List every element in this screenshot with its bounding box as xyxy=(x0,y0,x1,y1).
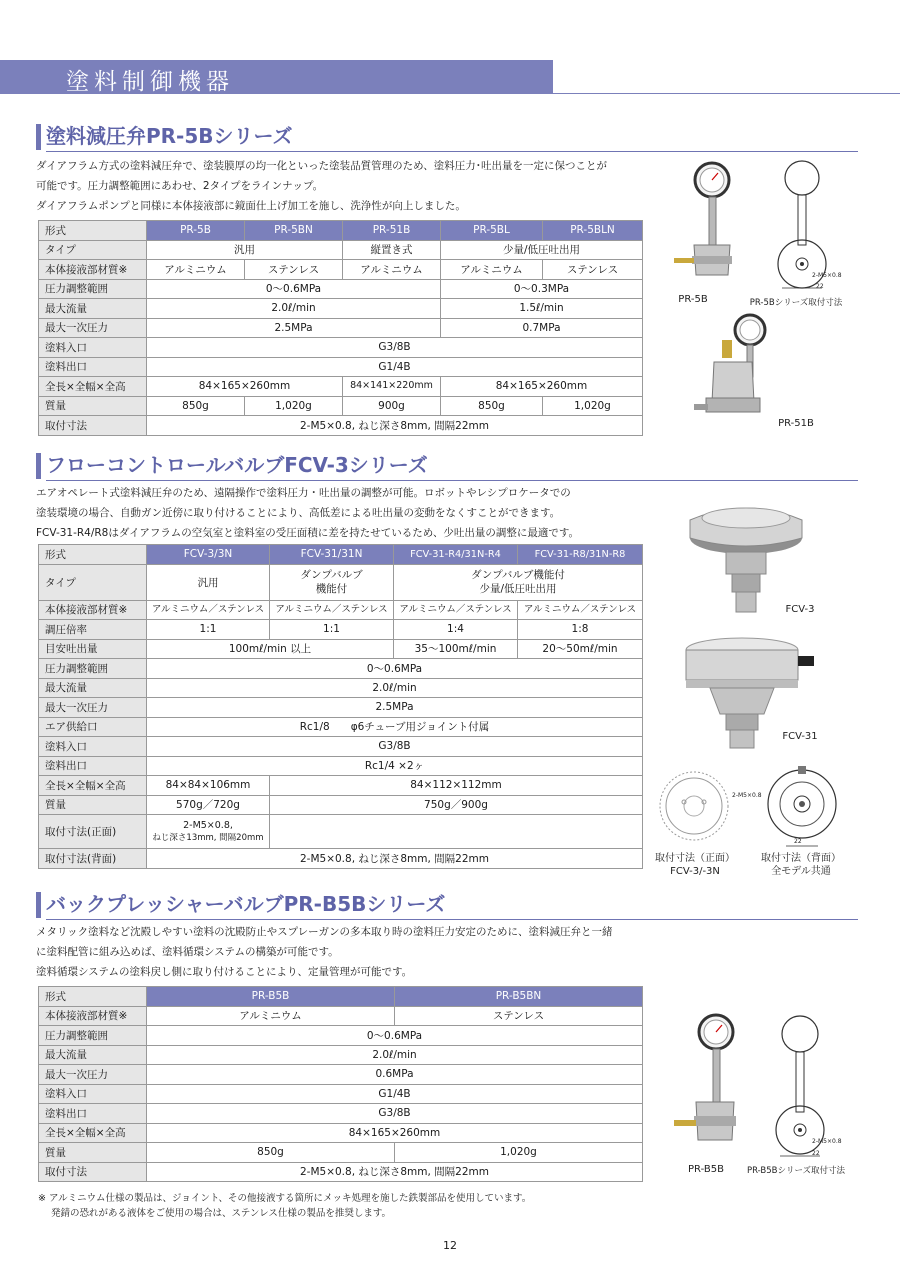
pr51b-photo xyxy=(692,312,770,432)
table-row xyxy=(39,396,643,416)
row-label: 塗料出口 xyxy=(39,357,147,377)
table-cell: アルミニウム／ステンレス xyxy=(147,600,270,620)
row-label: エア供給口 xyxy=(39,717,147,737)
table-row xyxy=(39,318,643,338)
table-cell: アルミニウム xyxy=(147,260,245,280)
row-label: 質量 xyxy=(39,396,147,416)
table-row xyxy=(39,1143,643,1163)
footnote xyxy=(38,1191,531,1221)
table-cell: 900g xyxy=(343,396,441,416)
desc-line: に塗料配管に組み込めば、塗料循環システムの構築が可能です。 xyxy=(36,946,339,958)
table-cell: 84×112×112mm xyxy=(270,776,643,796)
section-prb5b xyxy=(36,892,858,982)
table-cell: ステンレス xyxy=(543,260,643,280)
table-cell: G3/8B xyxy=(147,338,643,358)
row-label: 質量 xyxy=(39,795,147,815)
table-cell: 1:1 xyxy=(147,620,270,640)
desc-line: ダイアフラム方式の塗料減圧弁で、塗装膜厚の均一化といった塗装品質管理のため、塗料圧力･吐出量を一定に保つことが xyxy=(36,160,607,172)
figure-caption: FCV-31 xyxy=(782,731,818,742)
row-label: 最大流量 xyxy=(39,1045,147,1065)
model-header: FCV-31/31N xyxy=(270,545,394,565)
desc-line: メタリック塗料など沈殿しやすい塗料の沈殿防止やスプレーガンの多本取り時の塗料圧力安定のために、塗料減圧弁と一緒 xyxy=(36,926,613,938)
table-cell: アルミニウム／ステンレス xyxy=(394,600,518,620)
pr5b-photo xyxy=(668,160,740,290)
cell-line: ダンプバルブ xyxy=(300,569,363,581)
table-row xyxy=(39,1162,643,1182)
table-cell: 850g xyxy=(441,396,543,416)
table-cell: 1,020g xyxy=(543,396,643,416)
row-label: 全長×全幅×全高 xyxy=(39,776,147,796)
table-row xyxy=(39,338,643,358)
row-label: 取付寸法(正面) xyxy=(39,815,147,849)
cell-line: 機能付 xyxy=(315,583,348,595)
model-header: FCV-3/3N xyxy=(147,545,270,565)
table-cell: 0～0.6MPa xyxy=(147,279,441,299)
table-row xyxy=(39,639,643,659)
table-cell: 1,020g xyxy=(245,396,343,416)
table-row xyxy=(39,1084,643,1104)
model-header: PR-5B xyxy=(147,221,245,241)
table-cell: ステンレス xyxy=(395,1006,643,1026)
row-label: 目安吐出量 xyxy=(39,639,147,659)
table-cell: 少量/低圧吐出用 xyxy=(441,240,643,260)
table-cell: 2.5MPa xyxy=(147,318,441,338)
row-label: 圧力調整範囲 xyxy=(39,1026,147,1046)
table-cell: 2-M5×0.8, ねじ深さ8mm, 間隔22mm xyxy=(147,416,643,436)
dimension-label: 22 xyxy=(794,838,802,845)
section-title-prb5b xyxy=(36,892,858,918)
row-label: 最大流量 xyxy=(39,678,147,698)
row-label: 本体接液部材質※ xyxy=(39,260,147,280)
table-row xyxy=(39,240,643,260)
table-cell: アルミニウム xyxy=(343,260,441,280)
figure-caption-back xyxy=(756,852,846,878)
table-cell: 84×141×220mm xyxy=(343,377,441,397)
table-cell xyxy=(147,815,270,849)
section-title-pr5b xyxy=(36,124,858,150)
table-cell: 1:1 xyxy=(270,620,394,640)
row-label: 最大一次圧力 xyxy=(39,1065,147,1085)
row-label: 形式 xyxy=(39,545,147,565)
row-label: 調圧倍率 xyxy=(39,620,147,640)
fcv3-front-mount-drawing xyxy=(654,766,736,848)
row-label: 塗料出口 xyxy=(39,756,147,776)
cell-line: 少量/低圧吐出用 xyxy=(479,583,557,595)
section-title-text: フローコントロールバルブFCV-3シリーズ xyxy=(46,453,428,477)
table-row xyxy=(39,776,643,796)
row-label: 塗料入口 xyxy=(39,338,147,358)
page-header-band xyxy=(0,60,553,94)
table-cell xyxy=(270,564,394,600)
table-cell: 0～0.6MPa xyxy=(147,659,643,679)
desc-line: FCV-31-R4/R8はダイアフラムの空気室と塗料室の受圧面積に差を持たせているため、少吐出量の調整に最適です。 xyxy=(36,527,579,539)
table-row xyxy=(39,756,643,776)
table-cell: 20～50mℓ/min xyxy=(518,639,643,659)
model-header: FCV-31-R4/31N-R4 xyxy=(394,545,518,565)
table-cell: 1.5ℓ/min xyxy=(441,299,643,319)
table-cell: 750g／900g xyxy=(270,795,643,815)
spec-table-fcv3 xyxy=(38,544,643,869)
row-label: 最大一次圧力 xyxy=(39,698,147,718)
row-label: 取付寸法 xyxy=(39,416,147,436)
figure-caption: PR-B5Bシリーズ取付寸法 xyxy=(746,1166,846,1176)
page-title: 塗料制御機器 xyxy=(66,69,234,95)
model-header: FCV-31-R8/31N-R8 xyxy=(518,545,643,565)
table-cell: G3/8B xyxy=(147,1104,643,1124)
dimension-label: 22 xyxy=(816,283,824,290)
table-cell: Rc1/8 φ6チューブ用ジョイント付属 xyxy=(147,717,643,737)
table-row xyxy=(39,377,643,397)
table-cell: アルミニウム／ステンレス xyxy=(270,600,394,620)
table-cell: 2-M5×0.8, ねじ深さ8mm, 間隔22mm xyxy=(147,1162,643,1182)
table-row xyxy=(39,545,643,565)
figure-caption: PR-5Bシリーズ取付寸法 xyxy=(749,298,843,308)
fcv3-photo xyxy=(686,496,808,616)
desc-line: ダイアフラムポンプと同様に本体接液部に鏡面仕上げ加工を施し、洗浄性が向上しました。 xyxy=(36,200,466,212)
row-label: 取付寸法(背面) xyxy=(39,849,147,869)
row-label: タイプ xyxy=(39,240,147,260)
caption-line: FCV-3/-3N xyxy=(670,866,720,877)
row-label: 全長×全幅×全高 xyxy=(39,377,147,397)
row-label: 取付寸法 xyxy=(39,1162,147,1182)
table-cell: 84×165×260mm xyxy=(147,377,343,397)
row-label: 塗料入口 xyxy=(39,737,147,757)
table-cell: G1/4B xyxy=(147,357,643,377)
figure-caption: PR-51B xyxy=(778,418,814,429)
desc-line: エアオペレート式塗料減圧弁のため、遠隔操作で塗料圧力・吐出量の調整が可能。ロボットやレシプロケータでの xyxy=(36,487,571,499)
model-header: PR-5BLN xyxy=(543,221,643,241)
table-cell: 0.7MPa xyxy=(441,318,643,338)
table-cell: 35～100mℓ/min xyxy=(394,639,518,659)
dimension-label: 22 xyxy=(812,1150,820,1157)
row-label: 本体接液部材質※ xyxy=(39,1006,147,1026)
table-cell: 1,020g xyxy=(395,1143,643,1163)
table-row xyxy=(39,1065,643,1085)
desc-line: 塗装環境の場合、自動ガン近傍に取り付けることにより、高低差による吐出量の変動をなくすことができます。 xyxy=(36,507,561,519)
spec-table-pr5b xyxy=(38,220,643,436)
section-title-text: 塗料減圧弁PR-5Bシリーズ xyxy=(46,124,293,148)
spec-table-prb5b xyxy=(38,986,643,1182)
table-row xyxy=(39,1006,643,1026)
model-header: PR-5BL xyxy=(441,221,543,241)
row-label: 圧力調整範囲 xyxy=(39,659,147,679)
row-label: 最大一次圧力 xyxy=(39,318,147,338)
table-row xyxy=(39,221,643,241)
table-row xyxy=(39,299,643,319)
footnote-line: ※ アルミニウム仕様の製品は、ジョイント、その他接液する箇所にメッキ処理を施した鉄製部品を使用しています。 xyxy=(38,1193,532,1204)
model-header: PR-51B xyxy=(343,221,441,241)
table-cell: 84×165×260mm xyxy=(147,1123,643,1143)
row-label: 全長×全幅×全高 xyxy=(39,1123,147,1143)
caption-line: 全モデル共通 xyxy=(771,866,831,877)
table-cell: 汎用 xyxy=(147,240,343,260)
model-header: PR-B5B xyxy=(147,987,395,1007)
table-cell: 2.0ℓ/min xyxy=(147,678,643,698)
row-label: タイプ xyxy=(39,564,147,600)
table-row xyxy=(39,416,643,436)
figure-caption-front xyxy=(650,852,740,878)
table-cell: 2.0ℓ/min xyxy=(147,1045,643,1065)
table-cell: アルミニウム xyxy=(147,1006,395,1026)
table-cell xyxy=(394,564,643,600)
cell-line: ダンプバルブ機能付 xyxy=(471,569,565,581)
table-cell: ステンレス xyxy=(245,260,343,280)
table-row xyxy=(39,357,643,377)
table-row xyxy=(39,737,643,757)
table-cell: 84×165×260mm xyxy=(441,377,643,397)
table-cell: 100mℓ/min 以上 xyxy=(147,639,394,659)
page-number: 12 xyxy=(443,1239,457,1252)
table-cell: 0.6MPa xyxy=(147,1065,643,1085)
table-row xyxy=(39,279,643,299)
table-cell: 1:4 xyxy=(394,620,518,640)
table-cell: 0～0.6MPa xyxy=(147,1026,643,1046)
table-cell: 570g／720g xyxy=(147,795,270,815)
table-cell-empty xyxy=(270,815,643,849)
section-rule xyxy=(46,151,858,152)
cell-line: ねじ深さ13mm, 間隔20mm xyxy=(152,832,264,843)
desc-line: 塗料循環システムの塗料戻し側に取り付けることにより、定量管理が可能です。 xyxy=(36,966,413,978)
table-cell: G1/4B xyxy=(147,1084,643,1104)
figure-caption: PR-5B xyxy=(678,294,708,305)
table-row xyxy=(39,717,643,737)
table-row xyxy=(39,987,643,1007)
table-row xyxy=(39,659,643,679)
table-cell: 2-M5×0.8, ねじ深さ8mm, 間隔22mm xyxy=(147,849,643,869)
figure-caption: PR-B5B xyxy=(688,1164,724,1175)
dimension-label: 2-M5×0.8 xyxy=(812,1138,842,1145)
footnote-line: 発錆の恐れがある液体をご使用の場合は、ステンレス仕様の製品を推奨します。 xyxy=(51,1208,392,1219)
table-cell: 2.5MPa xyxy=(147,698,643,718)
row-label: 圧力調整範囲 xyxy=(39,279,147,299)
table-cell: 縦置き式 xyxy=(343,240,441,260)
model-header: PR-B5BN xyxy=(395,987,643,1007)
fcv-back-mount-drawing xyxy=(764,762,844,854)
row-label: 塗料入口 xyxy=(39,1084,147,1104)
table-cell: 850g xyxy=(147,1143,395,1163)
desc-line: 可能です。圧力調整範囲にあわせ、2タイプをラインナップ。 xyxy=(36,180,324,192)
table-cell: 汎用 xyxy=(147,564,270,600)
section-description xyxy=(36,922,858,982)
row-label: 質量 xyxy=(39,1143,147,1163)
table-row xyxy=(39,1045,643,1065)
table-row xyxy=(39,600,643,620)
table-row xyxy=(39,698,643,718)
table-cell: G3/8B xyxy=(147,737,643,757)
table-row xyxy=(39,620,643,640)
section-title-fcv3 xyxy=(36,453,858,479)
dimension-label: 2-M5×0.8 xyxy=(812,272,842,279)
table-cell: 850g xyxy=(147,396,245,416)
model-header: PR-5BN xyxy=(245,221,343,241)
row-label: 形式 xyxy=(39,221,147,241)
table-row xyxy=(39,1026,643,1046)
table-cell: アルミニウム／ステンレス xyxy=(518,600,643,620)
table-cell: 2.0ℓ/min xyxy=(147,299,441,319)
row-label: 最大流量 xyxy=(39,299,147,319)
table-cell: Rc1/4 ×2ヶ xyxy=(147,756,643,776)
figure-caption: FCV-3 xyxy=(785,604,815,615)
table-row xyxy=(39,260,643,280)
table-row xyxy=(39,678,643,698)
table-cell: 1:8 xyxy=(518,620,643,640)
caption-line: 取付寸法（正面） xyxy=(655,853,735,864)
table-cell: 84×84×106mm xyxy=(147,776,270,796)
dimension-label: 2-M5×0.8 xyxy=(732,792,762,799)
section-rule xyxy=(46,919,858,920)
table-row xyxy=(39,1123,643,1143)
table-row xyxy=(39,849,643,869)
cell-line: 2-M5×0.8, xyxy=(183,819,233,831)
row-label: 塗料出口 xyxy=(39,1104,147,1124)
table-row xyxy=(39,815,643,849)
table-cell: 0～0.3MPa xyxy=(441,279,643,299)
row-label: 本体接液部材質※ xyxy=(39,600,147,620)
row-label: 形式 xyxy=(39,987,147,1007)
table-row xyxy=(39,795,643,815)
table-row xyxy=(39,1104,643,1124)
page-header-rule xyxy=(553,93,900,94)
section-rule xyxy=(46,480,858,481)
table-cell: アルミニウム xyxy=(441,260,543,280)
section-title-text: バックプレッシャーバルブPR-B5Bシリーズ xyxy=(46,892,446,916)
caption-line: 取付寸法（背面） xyxy=(761,853,841,864)
prb5b-photo xyxy=(664,1012,746,1158)
table-row xyxy=(39,564,643,600)
